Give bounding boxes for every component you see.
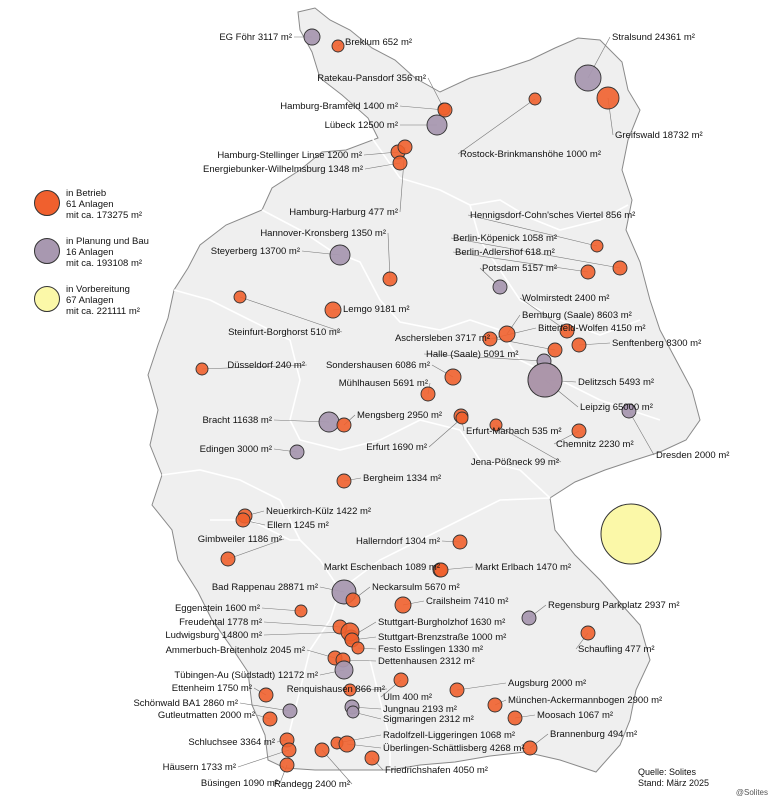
plant-label: Crailsheim 7410 m² xyxy=(426,596,509,607)
plant-label: Überlingen-Schättlisberg 4268 m² xyxy=(383,743,525,754)
plant-marker-operating xyxy=(529,93,541,105)
plant-marker-operating xyxy=(393,156,407,170)
plant-label: Jungnau 2193 m² xyxy=(383,704,457,715)
plant-label: Ludwigsburg 14800 m² xyxy=(165,630,262,641)
plant-label: Bernburg (Saale) 8603 m² xyxy=(522,310,632,321)
plant-label: Sigmaringen 2312 m² xyxy=(383,714,474,725)
plant-marker-planning xyxy=(522,611,536,625)
plant-marker-operating xyxy=(236,513,250,527)
plant-marker-operating xyxy=(234,291,246,303)
plant-label: Senftenberg 8300 m² xyxy=(612,338,702,349)
plant-label: Gimbweiler 1186 m² xyxy=(197,534,282,545)
plant-label: Hamburg-Bramfeld 1400 m² xyxy=(280,101,398,112)
plant-marker-operating xyxy=(445,369,461,385)
plant-label: Wolmirstedt 2400 m² xyxy=(522,293,610,304)
plant-label: Markt Erlbach 1470 m² xyxy=(475,562,572,573)
plant-label: Ulm 400 m² xyxy=(383,692,433,703)
plant-marker-operating xyxy=(548,343,562,357)
plant-label: Mengsberg 2950 m² xyxy=(357,410,443,421)
plant-label: Häusern 1733 m² xyxy=(162,762,236,773)
plant-marker-operating xyxy=(456,412,468,424)
plant-label: Delitzsch 5493 m² xyxy=(578,377,655,388)
plant-marker-operating xyxy=(488,698,502,712)
plant-marker-planning xyxy=(575,65,601,91)
plant-marker-operating xyxy=(339,736,355,752)
plant-marker-operating xyxy=(295,605,307,617)
operating-dot-icon xyxy=(34,190,60,216)
plant-label: Hannover-Kronsberg 1350 m² xyxy=(260,228,386,239)
source-line: Quelle: Solites xyxy=(638,767,697,777)
plant-label: Festo Esslingen 1330 m² xyxy=(378,644,484,655)
plant-label: Steinfurt-Borghorst 510 m² xyxy=(228,327,340,338)
plant-marker-planning xyxy=(528,363,562,397)
plant-marker-operating xyxy=(352,642,364,654)
plant-label: München-Ackermannbogen 2900 m² xyxy=(508,695,663,706)
plant-marker-operating xyxy=(337,474,351,488)
plant-label: Düsseldorf 240 m² xyxy=(227,360,305,371)
plant-label: Brannenburg 494 m² xyxy=(550,729,638,740)
plant-marker-operating xyxy=(365,751,379,765)
plant-label: Edingen 3000 m² xyxy=(199,444,272,455)
plant-marker-operating xyxy=(383,272,397,286)
plant-label: Greifswald 18732 m² xyxy=(615,130,703,141)
plant-label: Leipzig 65000 m² xyxy=(580,402,653,413)
plant-label: Berlin-Köpenick 1058 m² xyxy=(453,233,558,244)
plant-marker-planning xyxy=(290,445,304,459)
plant-label: Dresden 2000 m² xyxy=(656,450,730,461)
credit: @Solites xyxy=(735,788,768,797)
plant-marker-operating xyxy=(332,40,344,52)
plant-label: Hennigsdorf-Cohn'sches Viertel 856 m² xyxy=(470,210,636,221)
plant-marker-operating xyxy=(315,743,329,757)
plant-marker-planning xyxy=(319,412,339,432)
plant-marker-operating xyxy=(346,593,360,607)
plant-label: Potsdam 5157 m² xyxy=(482,263,557,274)
plant-label: Lübeck 12500 m² xyxy=(324,120,398,131)
plant-marker-operating xyxy=(263,712,277,726)
plant-marker-operating xyxy=(572,338,586,352)
plant-marker-operating xyxy=(591,240,603,252)
plant-label: Gutleutmatten 2000 m² xyxy=(157,710,255,721)
plant-label: Freudental 1778 m² xyxy=(179,617,262,628)
plant-marker-operating xyxy=(499,326,515,342)
plant-marker-operating xyxy=(282,743,296,757)
legend-status: in Planung und Bau xyxy=(66,236,149,247)
plant-marker-planning xyxy=(330,245,350,265)
legend-item-operating xyxy=(34,188,184,236)
plant-label: Dettenhausen 2312 m² xyxy=(378,656,475,667)
plant-label: Randegg 2400 m² xyxy=(273,779,350,790)
legend-item-prep xyxy=(34,284,184,332)
date-line: Stand: März 2025 xyxy=(638,778,710,788)
legend-count: 16 Anlagen xyxy=(66,247,114,258)
plant-marker-operating xyxy=(395,597,411,613)
plant-label: Bitterfeld-Wolfen 4150 m² xyxy=(538,323,646,334)
plant-label: Büsingen 1090 m² xyxy=(200,778,278,789)
plant-label: Lemgo 9181 m² xyxy=(343,304,410,315)
plant-marker-planning xyxy=(335,661,353,679)
plant-label: Sondershausen 6086 m² xyxy=(325,360,430,371)
source-note xyxy=(638,767,709,789)
plant-label: Schönwald BA1 2860 m² xyxy=(133,698,238,709)
plant-label: Renquishausen 866 m² xyxy=(286,684,385,695)
plant-label: Hamburg-Stellinger Linse 1200 m² xyxy=(217,150,362,161)
plant-label: Erfurt 1690 m² xyxy=(366,442,427,453)
plant-marker-operating xyxy=(523,741,537,755)
plant-label: Ettenheim 1750 m² xyxy=(171,683,252,694)
plant-marker-operating xyxy=(394,673,408,687)
plant-marker-operating xyxy=(450,683,464,697)
plant-marker-operating xyxy=(453,535,467,549)
plant-label: Aschersleben 3717 m² xyxy=(394,333,490,344)
plant-marker-planning xyxy=(427,115,447,135)
plant-label: Augsburg 2000 m² xyxy=(508,678,587,689)
plant-marker-planning xyxy=(283,704,297,718)
plant-marker-operating xyxy=(280,758,294,772)
plant-marker-operating xyxy=(597,87,619,109)
plant-marker-operating xyxy=(438,103,452,117)
legend-status: in Vorbereitung xyxy=(66,284,130,295)
prep-dot-icon xyxy=(34,286,60,312)
prep-bubble xyxy=(601,504,661,564)
legend xyxy=(34,188,184,332)
plant-marker-operating xyxy=(421,387,435,401)
legend-area: mit ca. 173275 m² xyxy=(66,210,143,221)
plant-label: Bracht 11638 m² xyxy=(202,415,272,426)
plant-label: Moosach 1067 m² xyxy=(537,710,614,721)
legend-count: 61 Anlagen xyxy=(66,199,114,210)
plant-label: Steyerberg 13700 m² xyxy=(210,246,300,257)
plant-label: EG Föhr 3117 m² xyxy=(219,32,292,43)
plant-label: Ratekau-Pansdorf 356 m² xyxy=(317,73,426,84)
legend-count: 67 Anlagen xyxy=(66,295,114,306)
plant-marker-operating xyxy=(259,688,273,702)
plant-marker-operating xyxy=(581,265,595,279)
plant-label: Tübingen-Au (Südstadt) 12172 m² xyxy=(174,670,318,681)
plant-label: Jena-Pößneck 99 m² xyxy=(470,457,559,468)
plant-label: Bergheim 1334 m² xyxy=(363,473,442,484)
plant-label: Stuttgart-Brenzstraße 1000 m² xyxy=(378,632,507,643)
plant-label: Rostock-Brinkmanshöhe 1000 m² xyxy=(460,149,601,160)
legend-area: mit ca. 221111 m² xyxy=(66,306,140,317)
plant-label: Erfurt-Marbach 535 m² xyxy=(466,426,562,437)
plant-label: Friedrichshafen 4050 m² xyxy=(385,765,488,776)
plant-label: Halle (Saale) 5091 m² xyxy=(426,349,519,360)
plant-label: Neuerkirch-Külz 1422 m² xyxy=(266,506,372,517)
plant-label: Ellern 1245 m² xyxy=(267,520,329,531)
plant-marker-planning xyxy=(347,706,359,718)
plant-label: Stralsund 24361 m² xyxy=(612,32,695,43)
plant-marker-operating xyxy=(613,261,627,275)
plant-label: Hallerndorf 1304 m² xyxy=(356,536,440,547)
plant-label: Neckarsulm 5670 m² xyxy=(372,582,460,593)
plant-marker-planning xyxy=(493,280,507,294)
plant-label: Stuttgart-Burgholzhof 1630 m² xyxy=(378,617,506,628)
plant-label: Schluchsee 3364 m² xyxy=(188,737,275,748)
plant-label: Markt Eschenbach 1089 m² xyxy=(323,562,440,573)
plant-label: Eggenstein 1600 m² xyxy=(174,603,260,614)
plant-marker-operating xyxy=(508,711,522,725)
plant-label: Hamburg-Harburg 477 m² xyxy=(289,207,398,218)
plant-marker-operating xyxy=(196,363,208,375)
plant-label: Chemnitz 2230 m² xyxy=(556,439,634,450)
plant-label: Mühlhausen 5691 m² xyxy=(338,378,428,389)
plant-label: Radolfzell-Liggeringen 1068 m² xyxy=(383,730,516,741)
plant-label: Ammerbuch-Breitenholz 2045 m² xyxy=(165,645,305,656)
plant-label: Energiebunker-Wilhelmsburg 1348 m² xyxy=(203,164,363,175)
plant-label: Bad Rappenau 28871 m² xyxy=(211,582,318,593)
plant-marker-planning xyxy=(304,29,320,45)
plant-label: Breklum 652 m² xyxy=(345,37,413,48)
planning-dot-icon xyxy=(34,238,60,264)
plant-marker-operating xyxy=(325,302,341,318)
plant-label: Regensburg Parkplatz 2937 m² xyxy=(548,600,680,611)
plant-marker-operating xyxy=(581,626,595,640)
legend-area: mit ca. 193108 m² xyxy=(66,258,143,269)
legend-status: in Betrieb xyxy=(66,188,107,199)
plant-marker-operating xyxy=(221,552,235,566)
plant-label: Berlin-Adlershof 618 m² xyxy=(455,247,555,258)
plant-marker-operating xyxy=(337,418,351,432)
plant-label: Schaufling 477 m² xyxy=(578,644,655,655)
plant-marker-operating xyxy=(398,140,412,154)
legend-item-planning xyxy=(34,236,184,284)
plant-marker-operating xyxy=(572,424,586,438)
